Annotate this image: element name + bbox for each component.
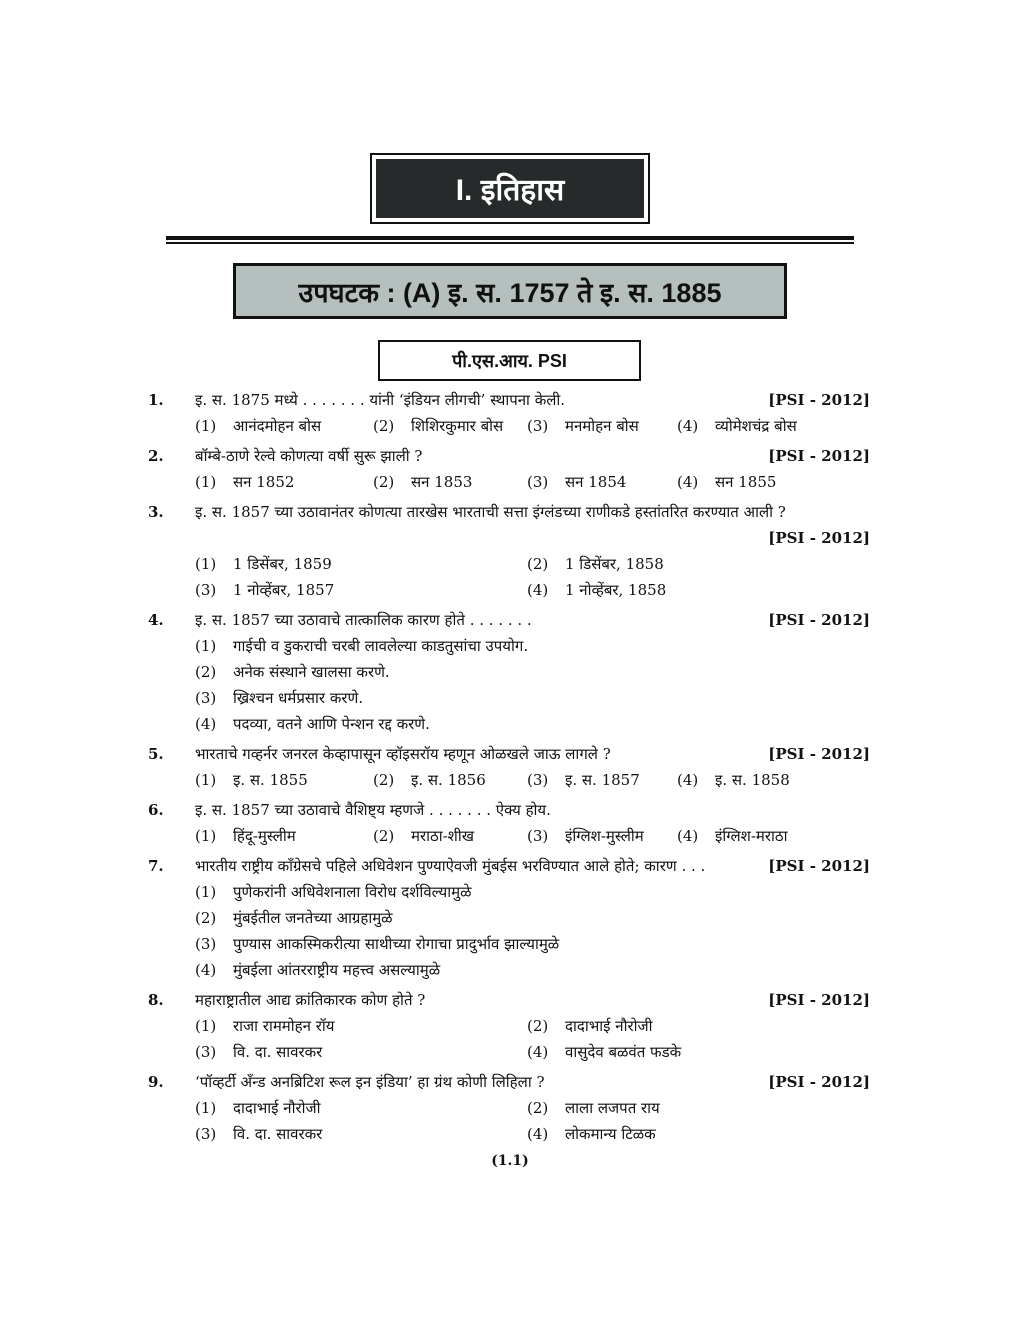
question-number: 6. xyxy=(148,801,164,819)
question-number: 1. xyxy=(148,391,164,409)
option-number: (3) xyxy=(527,417,549,435)
option-text: राजा राममोहन रॉय xyxy=(233,1017,335,1035)
option xyxy=(527,577,666,603)
option xyxy=(527,469,626,495)
option-text: 1 डिसेंबर, 1858 xyxy=(565,555,664,573)
question-line xyxy=(148,499,870,525)
option xyxy=(527,823,644,849)
question-number: 9. xyxy=(148,1073,164,1091)
option-text: इ. स. 1858 xyxy=(715,771,790,789)
option-text: अनेक संस्थाने खालसा करणे. xyxy=(233,663,390,681)
option-text: वि. दा. सावरकर xyxy=(233,1125,323,1143)
question-text: इ. स. 1857 च्या उठावाचे वैशिष्ट्य म्हणजे . . . . . . . ऐक्य होय. xyxy=(195,801,551,819)
question-text: महाराष्ट्रातील आद्य क्रांतिकारक कोण होते ? xyxy=(195,991,426,1009)
exam-tag: [PSI - 2012] xyxy=(768,529,870,547)
question-line xyxy=(148,987,870,1013)
options-row xyxy=(148,469,870,495)
options-row xyxy=(148,1013,870,1039)
options-row xyxy=(148,1039,870,1065)
question xyxy=(148,987,870,1065)
option-text: इ. स. 1856 xyxy=(411,771,486,789)
option-number: (1) xyxy=(195,1099,217,1117)
option-number: (1) xyxy=(195,555,217,573)
option-number: (2) xyxy=(527,555,549,573)
option-number: (3) xyxy=(527,827,549,845)
exam-label: पी.एस.आय. PSI xyxy=(378,340,641,381)
options-row xyxy=(148,823,870,849)
option xyxy=(677,469,776,495)
question xyxy=(148,741,870,793)
option xyxy=(677,413,797,439)
question-line xyxy=(148,741,870,767)
option-text: दादाभाई नौरोजी xyxy=(233,1099,321,1117)
option xyxy=(527,413,639,439)
option-number: (1) xyxy=(195,827,217,845)
option-number: (4) xyxy=(527,1043,549,1061)
option xyxy=(195,577,334,603)
exam-tag: [PSI - 2012] xyxy=(768,611,870,629)
option-text: दादाभाई नौरोजी xyxy=(565,1017,653,1035)
options-row xyxy=(148,685,870,711)
option xyxy=(527,1039,681,1065)
option-text: सन 1854 xyxy=(565,473,627,491)
option xyxy=(373,767,486,793)
option-text: पुणेकरांनी अधिवेशनाला विरोध दर्शविल्यामुळे xyxy=(233,883,472,901)
question-number: 7. xyxy=(148,857,164,875)
option-number: (3) xyxy=(527,473,549,491)
option xyxy=(373,469,472,495)
option xyxy=(527,551,664,577)
option-number: (2) xyxy=(373,417,395,435)
exam-tag: [PSI - 2012] xyxy=(768,447,870,465)
question-text: भारतीय राष्ट्रीय काँग्रेसचे पहिले अधिवेशन पुण्याऐवजी मुंबईस भरविण्यात आले होते; कारण . . . xyxy=(195,857,706,875)
question-number: 5. xyxy=(148,745,164,763)
option xyxy=(527,1121,656,1147)
option xyxy=(195,879,471,905)
option-number: (3) xyxy=(195,581,217,599)
divider-thick xyxy=(166,236,854,240)
question-line xyxy=(148,607,870,633)
option-text: पुण्यास आकस्मिकरीत्या साथीच्या रोगाचा प्रादुर्भाव झाल्यामुळे xyxy=(233,935,560,953)
option-text: आनंदमोहन बोस xyxy=(233,417,322,435)
question-line xyxy=(148,387,870,413)
option-number: (3) xyxy=(527,771,549,789)
page-number: (1.1) xyxy=(491,1153,529,1169)
exam-tag: [PSI - 2012] xyxy=(768,391,870,409)
exam-tag: [PSI - 2012] xyxy=(768,745,870,763)
option-text: पदव्या, वतने आणि पेन्शन रद्द करणे. xyxy=(233,715,430,733)
option-number: (4) xyxy=(195,715,217,733)
option-text: लाला लजपत राय xyxy=(565,1099,660,1117)
option xyxy=(195,905,393,931)
option-number: (4) xyxy=(677,827,699,845)
options-row xyxy=(148,659,870,685)
option xyxy=(195,1121,322,1147)
options-row xyxy=(148,577,870,603)
question-line xyxy=(148,443,870,469)
question xyxy=(148,607,870,737)
option-text: 1 नोव्हेंबर, 1858 xyxy=(565,581,667,599)
option xyxy=(195,1095,321,1121)
option xyxy=(195,659,390,685)
option xyxy=(677,823,788,849)
options-row xyxy=(148,551,870,577)
option-number: (2) xyxy=(373,771,395,789)
question-number: 4. xyxy=(148,611,164,629)
option-number: (1) xyxy=(195,771,217,789)
option-text: मुंबईतील जनतेच्या आग्रहामुळे xyxy=(233,909,393,927)
question-number: 8. xyxy=(148,991,164,1009)
option xyxy=(373,413,503,439)
option-text: व्योमेशचंद्र बोस xyxy=(715,417,797,435)
question-line xyxy=(148,1069,870,1095)
options-row xyxy=(148,711,870,737)
option-text: मनमोहन बोस xyxy=(565,417,639,435)
exam-tag: [PSI - 2012] xyxy=(768,857,870,875)
question xyxy=(148,387,870,439)
option xyxy=(195,551,332,577)
option xyxy=(527,767,640,793)
options-row xyxy=(148,931,870,957)
option-text: वि. दा. सावरकर xyxy=(233,1043,323,1061)
option-number: (4) xyxy=(527,581,549,599)
option-text: मुंबईला आंतरराष्ट्रीय महत्त्व असल्यामुळे xyxy=(233,961,441,979)
option-text: 1 नोव्हेंबर, 1857 xyxy=(233,581,335,599)
option-number: (4) xyxy=(527,1125,549,1143)
question-text: बॉम्बे-ठाणे रेल्वे कोणत्या वर्षी सुरू झाली ? xyxy=(195,447,423,465)
option xyxy=(195,413,321,439)
tag-line xyxy=(148,525,870,551)
option-text: शिशिरकुमार बोस xyxy=(411,417,504,435)
question-text: भारताचे गव्हर्नर जनरल केव्हापासून व्हॉइसरॉय म्हणून ओळखले जाऊ लागले ? xyxy=(195,745,611,763)
options-row xyxy=(148,879,870,905)
option-number: (1) xyxy=(195,883,217,901)
question-text: इ. स. 1857 च्या उठावानंतर कोणत्या तारखेस भारताची सत्ता इंग्लंडच्या राणीकडे हस्तांतरित करण्यात आली ? xyxy=(195,503,786,521)
option-number: (2) xyxy=(195,909,217,927)
option xyxy=(195,823,296,849)
question xyxy=(148,443,870,495)
option xyxy=(195,469,294,495)
option xyxy=(195,1013,334,1039)
question xyxy=(148,1069,870,1147)
option-number: (4) xyxy=(677,473,699,491)
option-text: लोकमान्य टिळक xyxy=(565,1125,656,1143)
options-row xyxy=(148,1121,870,1147)
option xyxy=(195,685,363,711)
question-number: 3. xyxy=(148,503,164,521)
option-text: मराठा-शीख xyxy=(411,827,475,845)
question-text: इ. स. 1857 च्या उठावाचे तात्कालिक कारण होते . . . . . . . xyxy=(195,611,532,629)
question-line xyxy=(148,853,870,879)
option-number: (1) xyxy=(195,637,217,655)
option-number: (1) xyxy=(195,1017,217,1035)
question-text: ‘पॉव्हर्टी अँन्ड अनब्रिटिश रूल इन इंडिया’ हा ग्रंथ कोणी लिहिला ? xyxy=(195,1073,545,1091)
option-number: (2) xyxy=(373,827,395,845)
divider-thin xyxy=(166,242,854,244)
options-row xyxy=(148,767,870,793)
option-number: (1) xyxy=(195,417,217,435)
option xyxy=(195,767,308,793)
question-list xyxy=(148,387,870,1151)
option-text: हिंदू-मुस्लीम xyxy=(233,827,296,845)
option-number: (3) xyxy=(195,935,217,953)
options-row xyxy=(148,633,870,659)
option-number: (2) xyxy=(373,473,395,491)
question xyxy=(148,797,870,849)
question-number: 2. xyxy=(148,447,164,465)
question-text: इ. स. 1875 मध्ये . . . . . . . यांनी ‘इंडियन लीगची’ स्थापना केली. xyxy=(195,391,566,409)
question xyxy=(148,499,870,603)
option-text: 1 डिसेंबर, 1859 xyxy=(233,555,332,573)
option-text: इ. स. 1855 xyxy=(233,771,308,789)
option-text: गाईची व डुकराची चरबी लावलेल्या काडतुसांचा उपयोग. xyxy=(233,637,529,655)
option xyxy=(195,633,528,659)
options-row xyxy=(148,957,870,983)
exam-tag: [PSI - 2012] xyxy=(768,1073,870,1091)
option-number: (2) xyxy=(195,663,217,681)
options-row xyxy=(148,413,870,439)
option-number: (1) xyxy=(195,473,217,491)
option-number: (3) xyxy=(195,1125,217,1143)
options-row xyxy=(148,905,870,931)
option xyxy=(677,767,790,793)
option-text: सन 1852 xyxy=(233,473,295,491)
exam-tag: [PSI - 2012] xyxy=(768,991,870,1009)
option xyxy=(373,823,474,849)
option-text: ख्रिश्चन धर्मप्रसार करणे. xyxy=(233,689,364,707)
option-number: (3) xyxy=(195,689,217,707)
option xyxy=(195,1039,322,1065)
option-number: (3) xyxy=(195,1043,217,1061)
option-text: इंग्लिश-मराठा xyxy=(715,827,788,845)
option xyxy=(527,1095,660,1121)
option-text: वासुदेव बळवंत फडके xyxy=(565,1043,682,1061)
option xyxy=(527,1013,653,1039)
option-number: (4) xyxy=(195,961,217,979)
subunit-title: उपघटक : (A) इ. स. 1757 ते इ. स. 1885 xyxy=(233,263,787,319)
question-line xyxy=(148,797,870,823)
option xyxy=(195,711,430,737)
option-text: सन 1855 xyxy=(715,473,777,491)
option-number: (4) xyxy=(677,771,699,789)
question xyxy=(148,853,870,983)
option-number: (2) xyxy=(527,1099,549,1117)
options-row xyxy=(148,1095,870,1121)
chapter-title: I. इतिहास xyxy=(376,159,644,218)
option-number: (4) xyxy=(677,417,699,435)
option-text: इंग्लिश-मुस्लीम xyxy=(565,827,644,845)
option-text: सन 1853 xyxy=(411,473,473,491)
option-text: इ. स. 1857 xyxy=(565,771,640,789)
chapter-title-box xyxy=(370,153,650,224)
option xyxy=(195,957,440,983)
option xyxy=(195,931,559,957)
option-number: (2) xyxy=(527,1017,549,1035)
